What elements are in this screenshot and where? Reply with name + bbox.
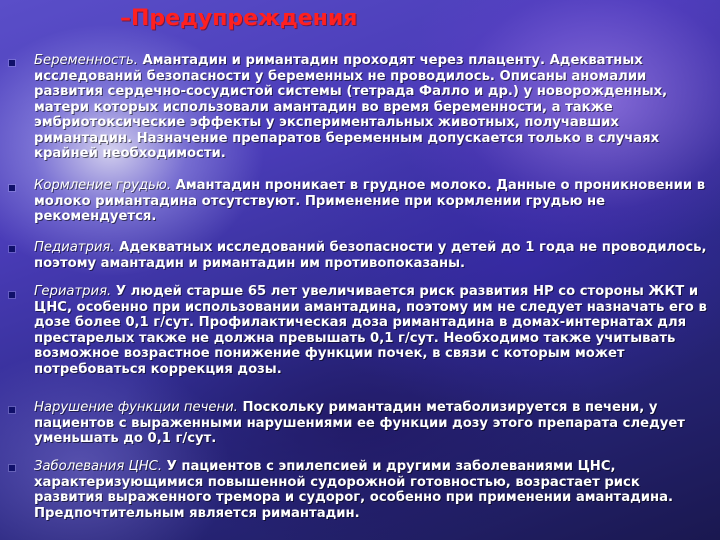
list-item-body: У пациентов с эпилепсией и другими заболеваниями ЦНС, характеризующимися повышенной судорожной готовностью, возрастает риск развития выраженного тремора и судорог, особенно при применении амантадина. Предпочтительным является римантадин. [34, 459, 674, 521]
list-item-body: Адекватных исследований безопасности у детей до 1 года не проводилось, поэтому амантадин и римантадин им противопоказаны. [34, 240, 707, 271]
square-bullet-icon [9, 60, 15, 66]
list-item-body: Амантадин и римантадин проходят через плаценту. Адекватных исследований безопасности у беременных не проводилось. Описаны аномалии развития сердечно-сосудистой системы (тетрада Фалло и др.) у новорожденных, матери которых использовали амантадин во время беременности, а также эмбриотоксические эффекты у экспериментальных животных, получавших римантадин. Назначение препаратов беременным допускается только в случаях крайней необходимости. [34, 53, 668, 161]
square-bullet-icon [9, 465, 15, 471]
list-item-heading: Педиатрия. [34, 240, 115, 255]
list-item-heading: Гериатрия. [34, 284, 112, 299]
list-item-body: У людей старше 65 лет увеличивается риск развития НР со стороны ЖКТ и ЦНС, особенно при использовании амантадина, поэтому им не следует назначать его в дозе более 0,1 г/сут. Профилактическая доза римантадина в домах-интернатах для престарелых также не должна превышать 0,1 г/сут. Необходимо также учитывать возможное возрастное понижение функции почек, в связи с которым может потребоваться коррекция дозы. [34, 284, 707, 377]
list-item-heading: Заболевания ЦНС. [34, 459, 163, 474]
list-item-heading: Беременность. [34, 53, 138, 68]
list-item-body: Амантадин проникает в грудное молоко. Данные о проникновении в молоко римантадина отсутствуют. Применение при кормлении грудью не рекомендуется. [34, 178, 706, 224]
list-item-text [34, 284, 708, 377]
list-item-body: Поскольку римантадин метаболизируется в печени, у пациентов с выраженными нарушениями ее функции дозу этого препарата следует уменьшать до 0,1 г/сут. [34, 400, 685, 446]
list-item-text [34, 240, 708, 271]
list-item-text [34, 178, 708, 225]
list-item-heading: Кормление грудью. [34, 178, 172, 193]
square-bullet-icon [9, 246, 15, 252]
list-item-text [34, 53, 708, 162]
square-bullet-icon [9, 292, 15, 298]
square-bullet-icon [9, 185, 15, 191]
list-item-text [34, 459, 708, 521]
list-item-text [34, 400, 708, 447]
square-bullet-icon [9, 407, 15, 413]
list-item-heading: Нарушение функции печени. [34, 400, 238, 415]
slide-title: –Предупреждения [120, 6, 358, 31]
